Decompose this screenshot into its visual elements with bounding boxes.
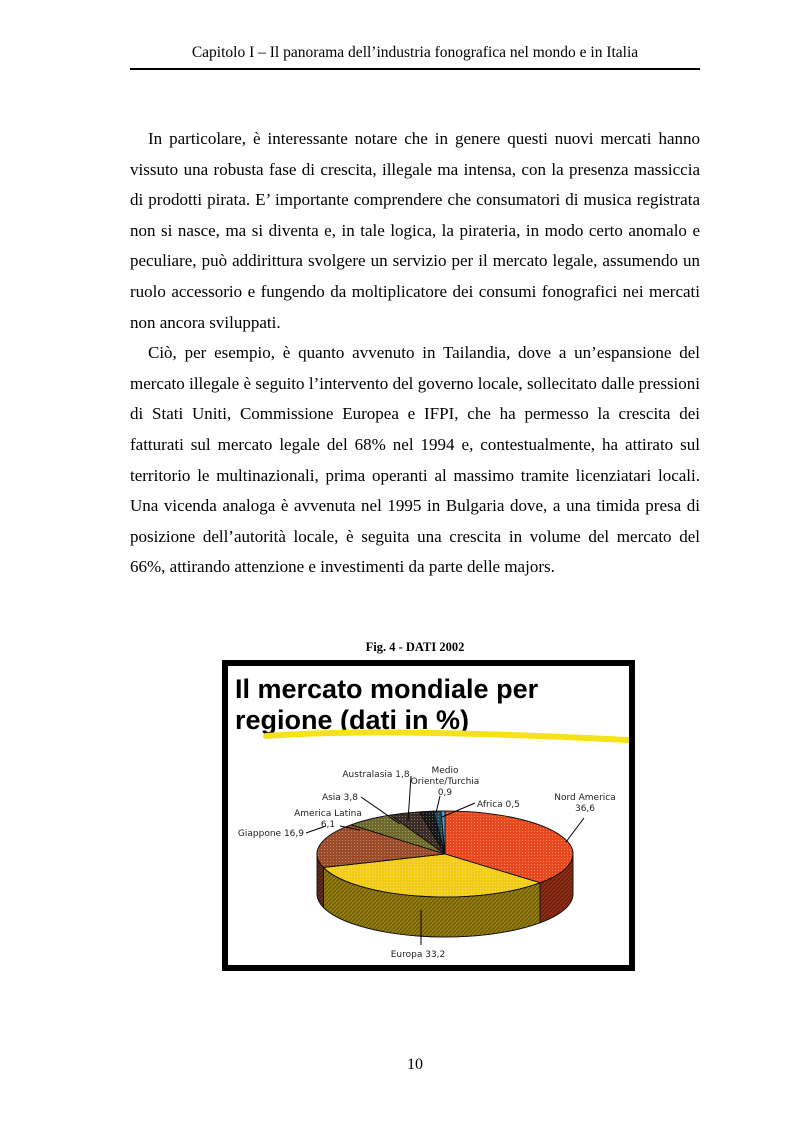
slice-label-line: Medio	[431, 766, 459, 776]
slice-label-line: Giappone 16,9	[237, 829, 304, 839]
slice-label-line: Nord America	[554, 793, 616, 803]
title-highlight-stroke	[266, 733, 628, 740]
slice-label-line: Australasia 1,8	[342, 770, 410, 780]
slice-label-line: 6,1	[320, 820, 336, 830]
slice-label-line: Oriente/Turchia	[410, 777, 480, 787]
slice-label-giappone	[238, 829, 304, 839]
pie-chart	[228, 666, 629, 965]
leader-line-nord-america	[566, 818, 584, 842]
slice-label-asia	[322, 793, 358, 803]
chart-title-line-1: Il mercato mondiale per	[235, 674, 539, 704]
running-header: Capitolo I – Il panorama dell’industria fonografica nel mondo e in Italia	[191, 44, 639, 61]
slice-label-line: Africa 0,5	[477, 800, 520, 810]
leader-line-medio-oriente	[436, 796, 440, 813]
slice-label-europa	[391, 950, 446, 960]
page-number: 10	[407, 1056, 423, 1073]
paragraph-2: Ciò, per esempio, è quanto avvenuto in Tailandia, dove a un’espansione del mercato illegale è seguito l’intervento del governo locale, sollecitato dalle pressioni di Stati Uniti, Commissione Europea e IFPI, che ha permesso la crescita dei fatturati sul mercato legale del 68% nel 1994 e, contestualmente, ha attirato sul territorio le multinazionali, prima operanti al massimo tramite licenziatari locali. Una vicenda analoga è avvenuta nel 1995 in Bulgaria dove, a una timida presa di posizione dell’autorità locale, è seguita una crescita in volume del mercato del 66%, attirando attenzione e investimenti da parte delle majors.	[130, 343, 700, 577]
slice-label-line: Asia 3,8	[321, 793, 358, 803]
slice-label-line: Europa 33,2	[390, 950, 446, 960]
slice-label-line: 36,6	[574, 804, 596, 814]
chart-title-line-2: regione (dati in %)	[235, 705, 470, 735]
pie-top	[317, 811, 573, 897]
slice-label-australasia	[342, 770, 409, 780]
body-text	[130, 124, 700, 583]
slice-label-line: America Latina	[294, 809, 362, 819]
figure-frame	[222, 660, 635, 971]
slice-label-line: 0,9	[437, 788, 453, 798]
slice-label-medio-oriente	[411, 766, 480, 798]
slice-label-africa	[477, 800, 520, 810]
paragraph-1: In particolare, è interessante notare che in genere questi nuovi mercati hanno vissuto una robusta fase di crescita, illegale ma intensa, con la presenza massiccia di prodotti pirata. E’ importante comprendere che consumatori di musica registrata non si nasce, ma si diventa e, in tale logica, la pirateria, in modo certo anomalo e peculiare, può addirittura svolgere un servizio per il mercato legale, assumendo un ruolo accessorio e fungendo da moltiplicatore dei consumi fonografici nei mercati non ancora sviluppati.	[130, 129, 700, 332]
figure-caption: Fig. 4 - DATI 2002	[365, 640, 465, 654]
header-rule	[130, 68, 700, 70]
slice-label-nord-america	[554, 793, 615, 814]
